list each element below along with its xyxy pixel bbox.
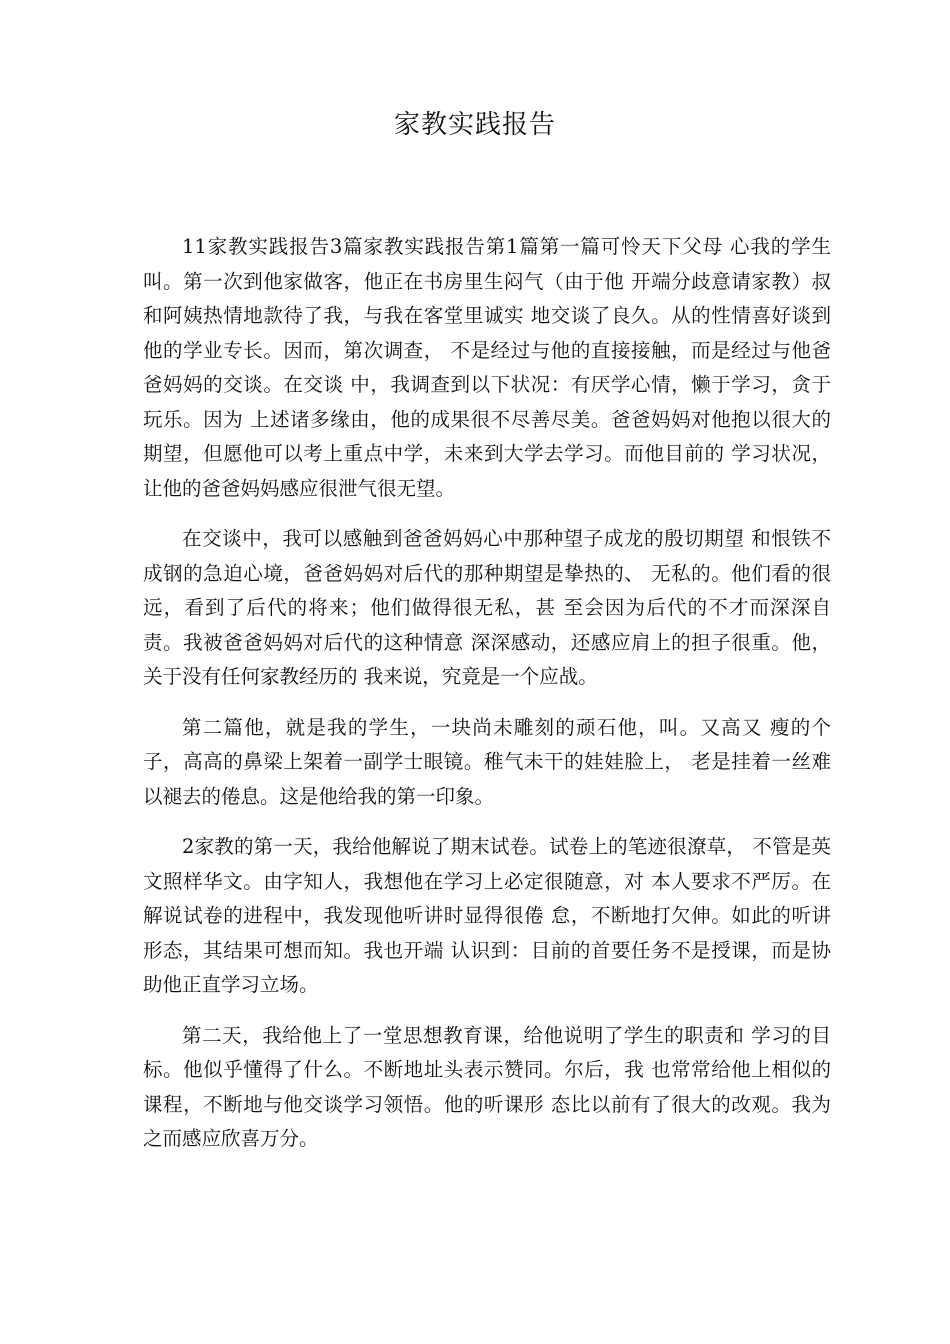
paragraph-1: 11家教实践报告3篇家教实践报告第1篇第一篇可怜天下父母 心我的学生叫。第一次到他家做客，他正在书房里生闷气（由于他 开端分歧意请家教）叔和阿姨热情地款待了我，与我在客堂里诚实 地交谈了良久。从的性情喜好谈到他的学业专长。因而，第次调查， 不是经过与他的直接接触，而是经过与他爸爸妈妈的交谈。在交谈 中，我调查到以下状况：有厌学心情，懒于学习，贪于玩乐。因为 上述诸多缘由，他的成果很不尽善尽美。爸爸妈妈对他抱以很大的 期望，但愿他可以考上重点中学，未来到大学去学习。而他目前的 学习状况，让他的爸爸妈妈感应很泄气很无望。 — [143, 235, 831, 500]
paragraph-3: 第二篇他，就是我的学生，一块尚未雕刻的顽石他，叫。又高又 瘦的个子，高高的鼻梁上架着一副学士眼镜。稚气未干的娃娃脸上， 老是挂着一丝难以褪去的倦息。这是他给我的第一印象。 — [143, 715, 831, 808]
paragraph-5: 第二天，我给他上了一堂思想教育课，给他说明了学生的职责和 学习的目标。他似乎懂得了什么。不断地址头表示赞同。尔后，我 也常常给他上相似的课程，不断地与他交谈学习领悟。他的听课形 态比以前有了很大的改观。我为之而感应欣喜万分。 — [143, 1023, 831, 1150]
document-body — [143, 230, 831, 1173]
document-title: 家教实践报告 — [393, 110, 556, 140]
paragraph-2: 在交谈中，我可以感触到爸爸妈妈心中那种望子成龙的殷切期望 和恨铁不成钢的急迫心境，爸爸妈妈对后代的那种期望是挚热的、 无私的。他们看的很远，看到了后代的将来；他们做得很无私，甚 至会因为后代的不才而深深自责。我被爸爸妈妈对后代的这种情意 深深感动，还感应肩上的担子很重。他，关于没有任何家教经历的 我来说，究竟是一个应战。 — [143, 527, 831, 688]
paragraph-4: 2家教的第一天，我给他解说了期末试卷。试卷上的笔迹很潦草， 不管是英文照样华文。由字知人，我想他在学习上必定很随意，对 本人要求不严厉。在解说试卷的进程中，我发现他听讲时显得很倦 怠，不断地打欠伸。如此的听讲形态，其结果可想而知。我也开端 认识到：目前的首要任务不是授课，而是协助他正直学习立场。 — [143, 835, 831, 996]
